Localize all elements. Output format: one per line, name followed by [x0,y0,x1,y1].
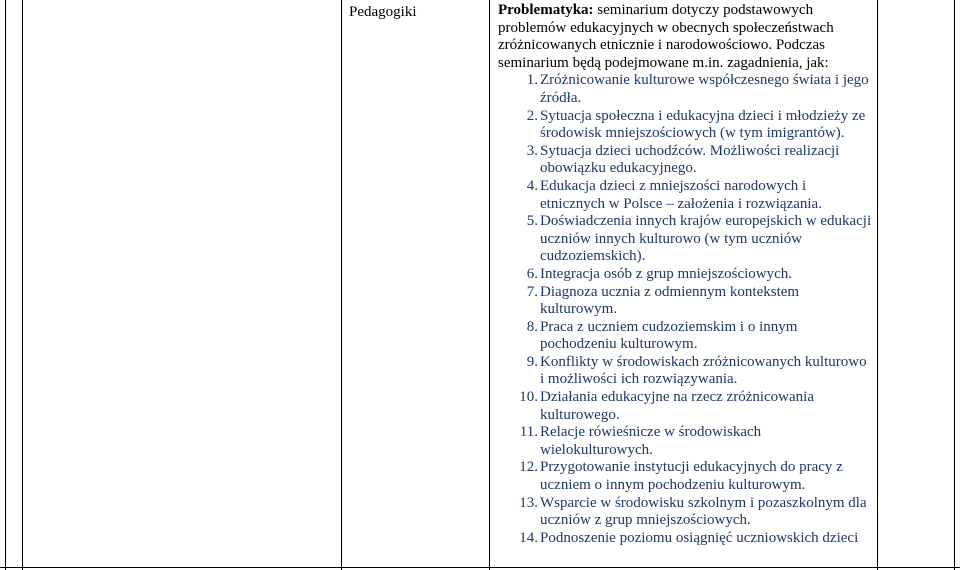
list-item [498,354,874,389]
list-item-number: 8. [526,318,538,335]
content-cell [498,2,874,547]
list-item [498,495,874,530]
list-item [498,284,874,319]
table-border-right [954,0,955,570]
topic-label: Problematyka: [498,2,594,18]
intro-text: seminarium dotyczy podstawowych problemów edukacyjnych w obecnych społeczeństwach zróżnicowanych etnicznie i narodowościowo. Podczas seminarium będą podejmowane m.in. zagadnienia, jak: [498,2,834,71]
list-item-number: 9. [526,353,538,370]
list-item-text: Doświadczenia innych krajów europejskich w edukacji uczniów innych kulturowo (w tym uczniów cudzoziemskich). [540,213,872,265]
list-item [498,459,874,494]
list-item-number: 2. [526,107,538,124]
list-item [498,143,874,178]
table-column-divider [877,0,878,570]
table-row-bottom [0,567,960,568]
list-item-text: Praca z uczniem cudzoziemskim i o innym pochodzeniu kulturowym. [540,318,798,353]
list-item [498,319,874,354]
list-item [498,213,874,266]
list-item-number: 5. [526,213,538,230]
list-item-number: 1. [526,72,538,89]
list-item-number: 4. [526,177,538,194]
list-item-text: Diagnoza ucznia z odmiennym kontekstem kulturowym. [540,283,800,318]
list-item-text: Sytuacja społeczna i edukacyjna dzieci i młodzieży ze środowisk mniejszościowych (w tym imigrantów). [540,107,866,142]
list-item-text: Sytuacja dzieci uchodźców. Możliwości realizacji obowiązku edukacyjnego. [540,142,840,177]
list-item-text: Edukacja dzieci z mniejszości narodowych i etnicznych w Polsce – założenia i rozwiązania. [540,177,822,212]
list-item [498,72,874,107]
list-item-text: Podnoszenie poziomu osiągnięć uczniowskich dzieci [540,529,859,546]
list-item-text: Wsparcie w środowisku szkolnym i pozaszkolnym dla uczniów z grup mniejszościowych. [540,494,867,529]
list-item-text: Relacje rówieśnicze w środowiskach wielokulturowych. [540,424,762,458]
table-column-divider [341,0,342,570]
list-item-text: Integracja osób z grup mniejszościowych. [540,265,793,282]
list-item [498,424,874,459]
list-item-text: Przygotowanie instytucji edukacyjnych do pracy z uczniem o innym pochodzeniu kulturowym. [540,459,843,494]
list-item-number: 10. [519,389,538,406]
list-item-number: 14. [519,529,538,546]
list-item-text: Zróżnicowanie kulturowe współczesnego świata i jego źródła. [540,72,869,106]
list-item-number: 13. [519,494,538,511]
table-column-divider [489,0,490,570]
list-item-number: 12. [519,459,538,476]
table-column-divider [22,0,23,570]
subject-cell: Pedagogiki [349,4,417,20]
list-item-number: 6. [526,265,538,282]
list-item-text: Konflikty w środowiskach zróżnicowanych kulturowo i możliwości ich rozwiązywania. [540,353,867,388]
list-item-number: 7. [526,283,538,300]
list-item-text: Działania edukacyjne na rzecz zróżnicowania kulturowego. [540,389,814,423]
list-item [498,266,874,284]
table-border-left [5,0,6,570]
list-item-number: 11. [519,424,538,441]
list-item [498,389,874,424]
list-item-number: 3. [526,142,538,159]
list-item [498,530,874,548]
list-item [498,178,874,213]
intro-paragraph [498,2,874,72]
list-item [498,108,874,143]
topic-list [498,72,874,547]
